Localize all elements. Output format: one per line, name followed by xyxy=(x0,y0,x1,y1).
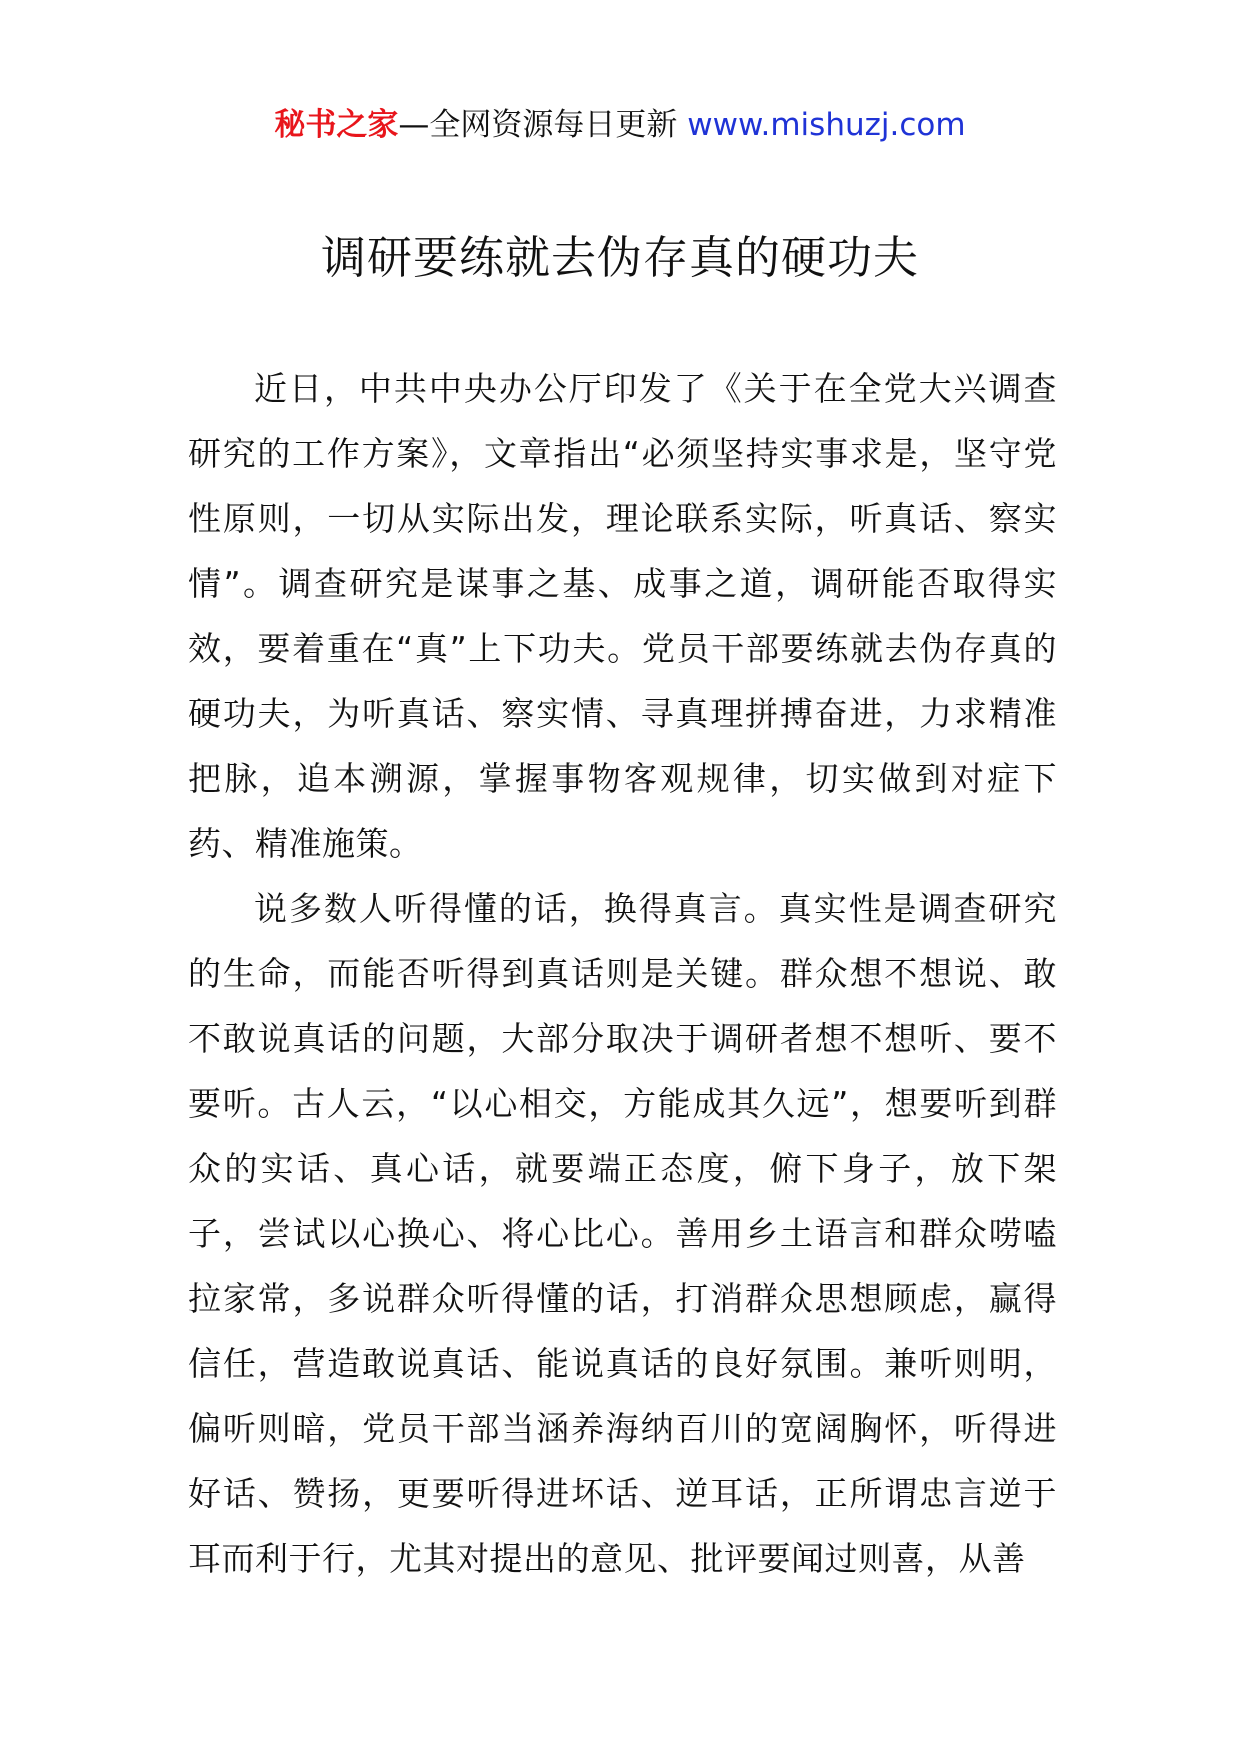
document-body xyxy=(188,356,1057,1591)
site-header xyxy=(0,100,1240,150)
paragraph-1: 近日，中共中央办公厅印发了《关于在全党大兴调查研究的工作方案》，文章指出“必须坚持实事求是，坚守党性原则，一切从实际出发，理论联系实际，听真话、察实情”。调查研究是谋事之基、成事之道，调研能否取得实效，要着重在“真”上下功夫。党员干部要练就去伪存真的硬功夫，为听真话、察实情、寻真理拼搏奋进，力求精准把脉，追本溯源，掌握事物客观规律，切实做到对症下药、精准施策。 xyxy=(188,369,1057,863)
brand-name: 秘书之家 xyxy=(274,107,399,143)
header-slogan: —全网资源每日更新 xyxy=(398,107,688,143)
document-title: 调研要练就去伪存真的硬功夫 xyxy=(320,231,919,284)
site-url-link[interactable]: www.mishuzj.com xyxy=(687,107,966,143)
paragraph-2: 说多数人听得懂的话，换得真言。真实性是调查研究的生命，而能否听得到真话则是关键。群众想不想说、敢不敢说真话的问题，大部分取决于调研者想不想听、要不要听。古人云，“以心相交，方能成其久远”，想要听到群众的实话、真心话，就要端正态度，俯下身子，放下架子，尝试以心换心、将心比心。善用乡土语言和群众唠嗑拉家常，多说群众听得懂的话，打消群众思想顾虑，赢得信任，营造敢说真话、能说真话的良好氛围。兼听则明，偏听则暗，党员干部当涵养海纳百川的宽阔胸怀，听得进好话、赞扬，更要听得进坏话、逆耳话，正所谓忠言逆于耳而利于行，尤其对提出的意见、批评要闻过则喜，从善 xyxy=(188,889,1057,1578)
